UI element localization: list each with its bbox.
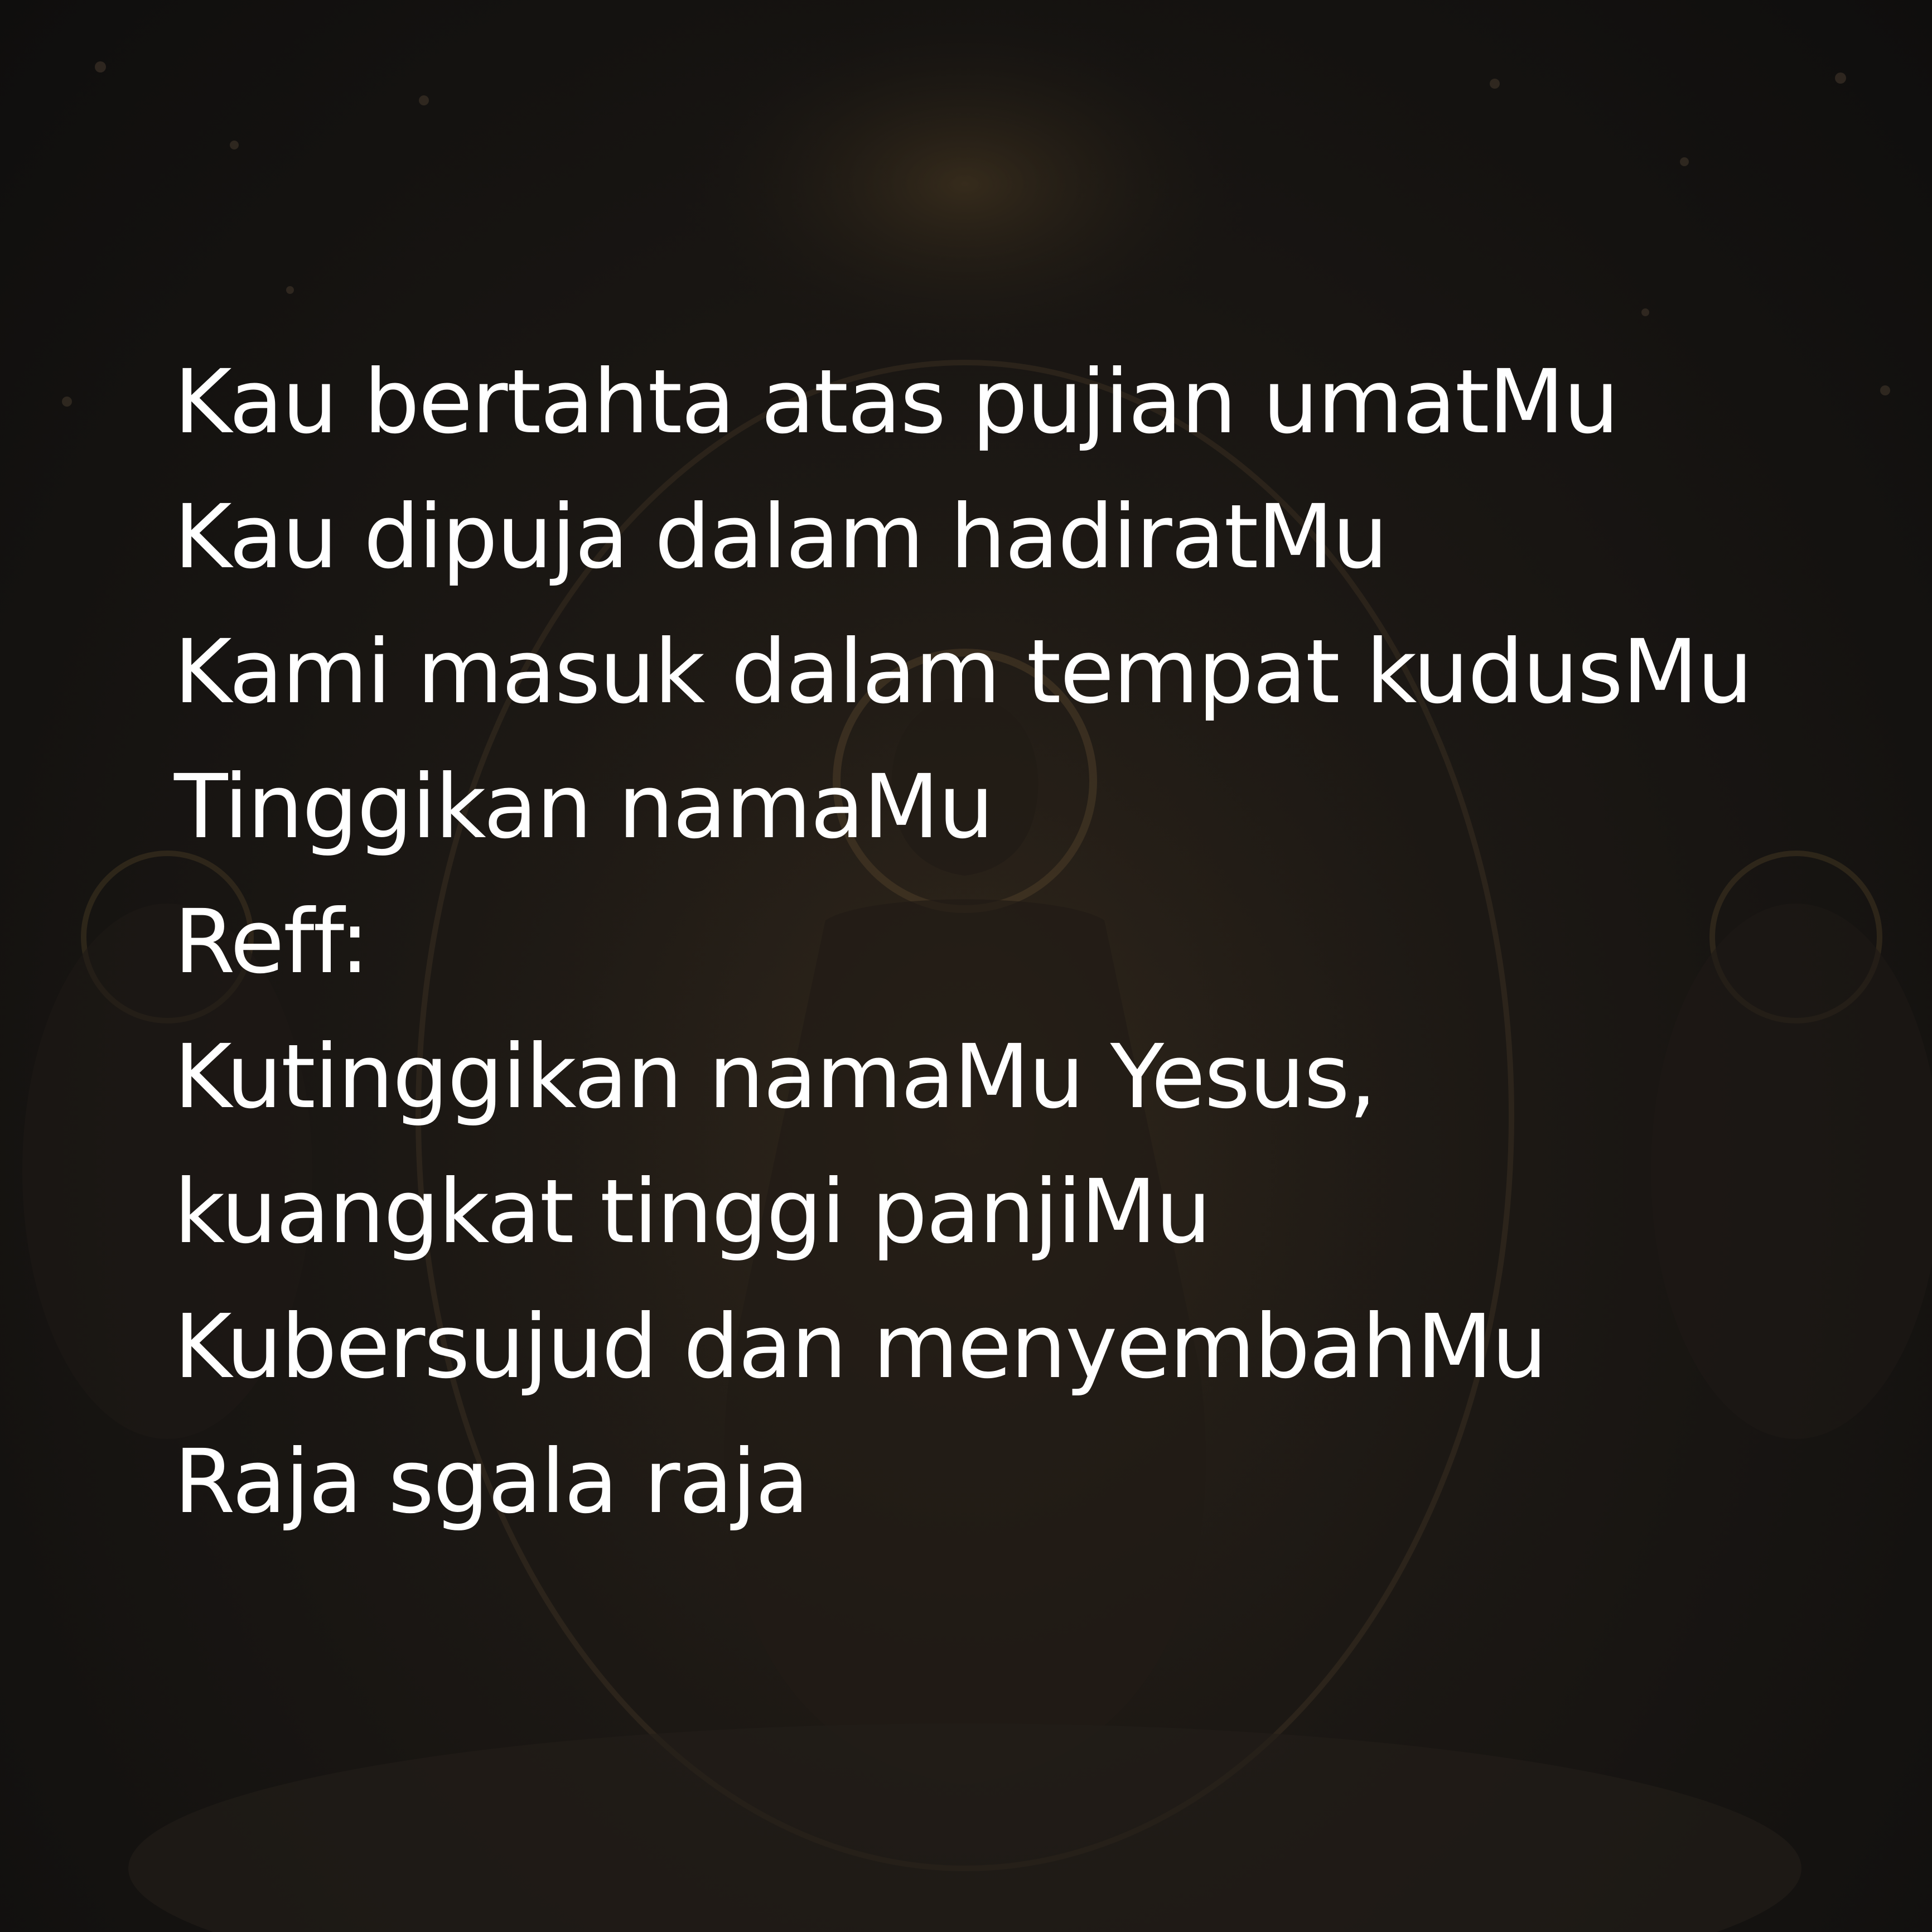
chorus-label: Reff: (174, 891, 369, 993)
lyrics-block (174, 335, 1847, 1549)
chorus (174, 875, 1847, 1549)
heavenly-glow (675, 6, 1255, 363)
verse-line-2: Kau dipuja dalam hadiratMu (174, 486, 1387, 588)
verse-line-1: Kau bertahta atas pujian umatMu (174, 351, 1619, 453)
chorus-line-3: Kubersujud dan menyembahMu (174, 1296, 1547, 1398)
verse (174, 335, 1847, 875)
clouds (128, 1723, 1801, 1932)
verse-line-4: Tinggikan namaMu (174, 756, 993, 858)
chorus-line-2: kuangkat tinggi panjiMu (174, 1161, 1210, 1263)
chorus-line-4: Raja sgala raja (174, 1431, 808, 1533)
verse-line-3: Kami masuk dalam tempat kudusMu (174, 621, 1752, 723)
chorus-line-1: Kutinggikan namaMu Yesus, (174, 1026, 1376, 1128)
